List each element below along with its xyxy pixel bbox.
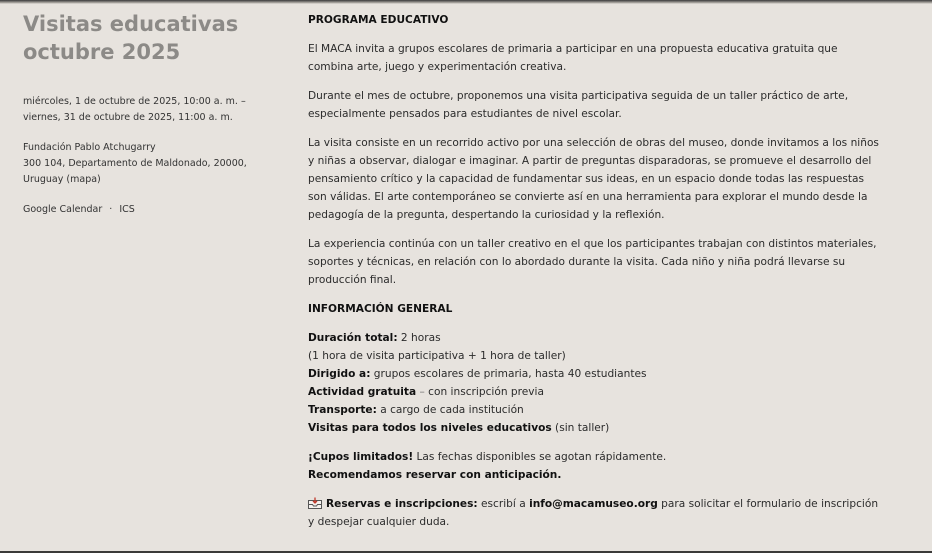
top-border [0, 0, 932, 4]
venue-name: Fundación Pablo Atchugarry [23, 142, 156, 153]
google-calendar-link[interactable]: Google Calendar [23, 204, 103, 215]
levels-value: (sin taller) [551, 422, 610, 434]
info-heading: INFORMACIÓN GENERAL [308, 303, 453, 315]
link-separator: · [109, 204, 113, 215]
audience-value: grupos escolares de primaria, hasta 40 estudiantes [370, 368, 647, 380]
description-paragraph-1: El MACA invita a grupos escolares de primaria a participar en una propuesta educativa gratuita que combina arte, juego y experimentación creativa. [308, 43, 838, 73]
recommend-line [308, 466, 880, 484]
inbox-tray-icon [308, 497, 322, 509]
event-venue [23, 140, 288, 188]
info-list [308, 329, 880, 437]
limited-notice [308, 448, 880, 484]
event-sidebar [23, 10, 288, 218]
free-value: con inscripción previa [428, 386, 544, 398]
info-duration-detail: (1 hora de visita participativa + 1 hora de taller) [308, 350, 566, 362]
program-heading: PROGRAMA EDUCATIVO [308, 14, 449, 26]
event-description [308, 11, 880, 542]
info-transport [308, 401, 880, 419]
info-free [308, 383, 880, 401]
levels-label: Visitas para todos los niveles educativos [308, 422, 552, 434]
venue-country-line [23, 172, 288, 188]
email-link[interactable]: info@macamuseo.org [529, 498, 658, 510]
free-dash: – [416, 386, 429, 398]
description-paragraph-4: La experiencia continúa con un taller creativo en el que los participantes trabajan con distintos materiales, soportes y técnicas, en relación con lo abordado durante la visita. Cada niño y niña podrá llevarse su producción final. [308, 238, 877, 286]
info-audience [308, 365, 880, 383]
info-duration [308, 329, 880, 347]
recommend-text: Recomendamos reservar con anticipación. [308, 469, 562, 481]
ics-link[interactable]: ICS [119, 204, 135, 215]
reservations-pre: escribí a [477, 498, 530, 510]
event-title [23, 10, 288, 66]
info-levels [308, 419, 880, 437]
event-dates [23, 94, 288, 126]
event-title-line1: Visitas educativas [23, 12, 239, 36]
duration-label: Duración total: [308, 332, 398, 344]
event-title-line2: octubre 2025 [23, 40, 181, 64]
event-date-start: miércoles, 1 de octubre de 2025, 10:00 a. m. – [23, 96, 246, 107]
venue-address: 300 104, Departamento de Maldonado, 20000, [23, 158, 247, 169]
reservations-line [308, 495, 880, 531]
transport-value: a cargo de cada institución [376, 404, 524, 416]
reservations-post: para solicitar el formulario de inscripción y despejar cualquier duda. [308, 498, 879, 528]
limited-label: ¡Cupos limitados! [308, 451, 414, 463]
description-paragraph-2: Durante el mes de octubre, proponemos una visita participativa seguida de un taller práctico de arte, especialmente pensados para estudiantes de nivel escolar. [308, 90, 849, 120]
limited-value: Las fechas disponibles se agotan rápidamente. [413, 451, 667, 463]
audience-label: Dirigido a: [308, 368, 371, 380]
event-date-end: viernes, 31 de octubre de 2025, 11:00 a. m. [23, 112, 233, 123]
duration-value: 2 horas [397, 332, 441, 344]
transport-label: Transporte: [308, 404, 377, 416]
calendar-links [23, 202, 288, 218]
map-link[interactable]: (mapa) [66, 174, 101, 185]
free-label: Actividad gratuita [308, 386, 417, 398]
reservations-label: Reservas e inscripciones: [326, 498, 478, 510]
limited-line [308, 448, 880, 466]
description-paragraph-3: La visita consiste en un recorrido activo por una selección de obras del museo, donde invitamos a los niños y niñas a observar, dialogar e imaginar. A partir de preguntas disparadoras, se promueve el desarrollo del pensamiento crítico y la capacidad de fundamentar sus ideas, en un espacio donde todas las respuestas son válidas. El arte contemporáneo se convierte así en una herramienta para explorar el mundo desde la pedagogía de la pregunta, despertando la curiosidad y la reflexión. [308, 137, 879, 221]
venue-country: Uruguay [23, 174, 64, 185]
